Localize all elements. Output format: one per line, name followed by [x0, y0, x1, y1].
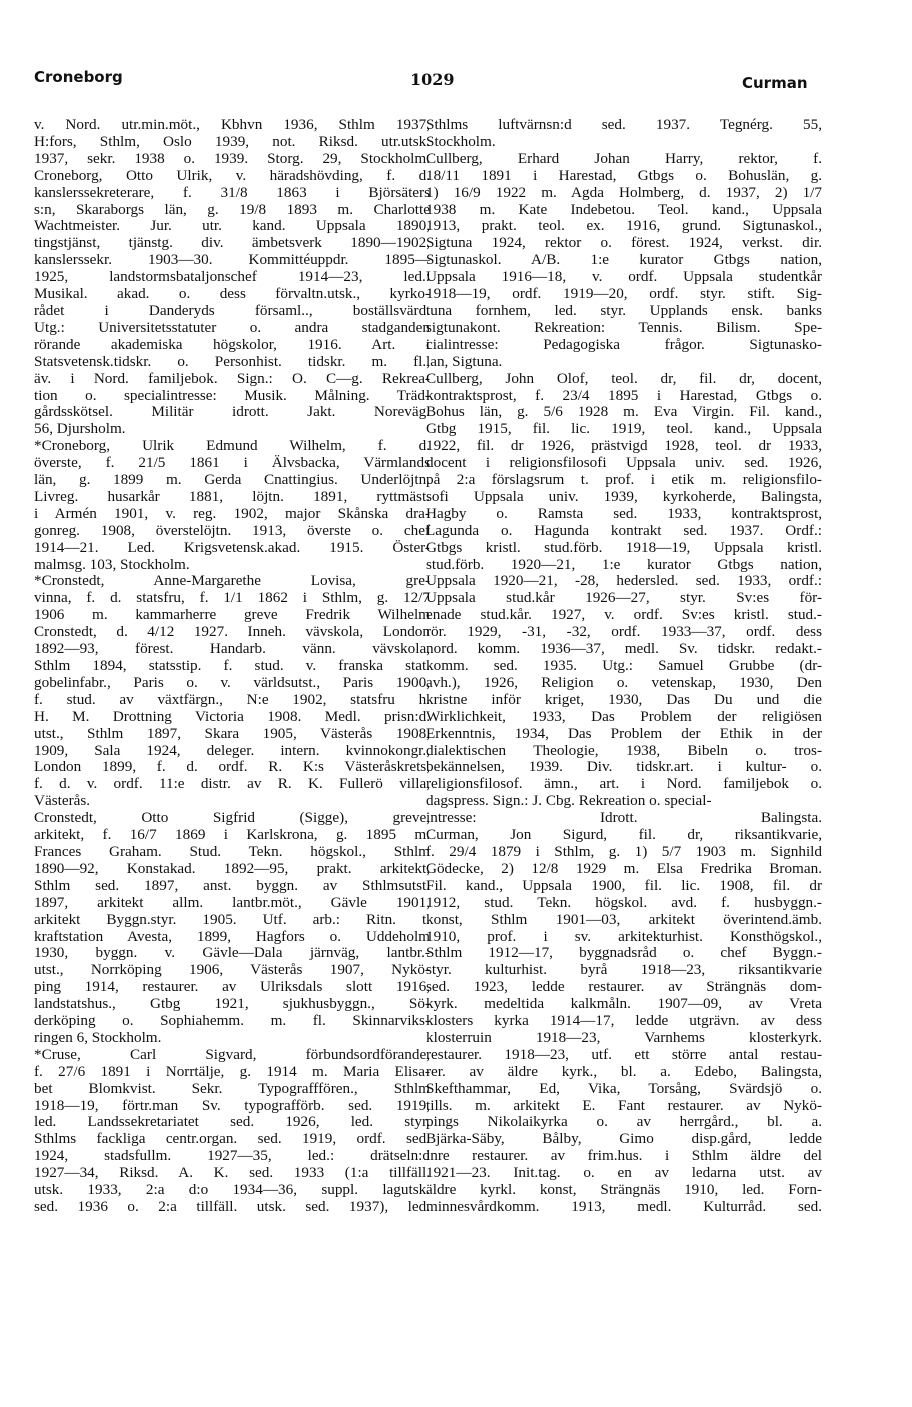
text-line: 1938 m. Kate Indebetou. Teol. kand., Uppsala	[426, 201, 822, 218]
text-line: Sthlms fackliga centr.organ. sed. 1919, ordf. sed.	[34, 1131, 430, 1148]
running-head-right: Curman	[742, 74, 808, 92]
text-line: tingstjänst, tjänstg. div. ämbetsverk 1890—1902,	[34, 235, 430, 252]
text-line: enade stud.kår. 1927, v. ordf. Sv:es kristl. stud.-	[426, 607, 822, 624]
text-line: utsk. 1933, 2:a d:o 1934—36, suppl. lagutsk.	[34, 1182, 430, 1199]
text-line: 1910, prof. i sv. arkitekturhist. Konsthögskol.,	[426, 928, 822, 945]
text-line: 1922, fil. dr 1926, prästvigd 1928, teol. dr 1933,	[426, 438, 822, 455]
text-line: Sthlm 1912—17, byggnadsråd o. chef Byggn.-	[426, 945, 822, 962]
right-text-column	[426, 117, 822, 1216]
text-line: rörande akademiska högskolor, 1916. Art. i	[34, 336, 430, 353]
text-line: stud.förb. 1920—21, 1:e kurator Gtbgs nation,	[426, 556, 822, 573]
text-line: Lagunda o. Hagunda kontrakt sed. 1937. Ordf.:	[426, 522, 822, 539]
text-line: 1914—21. Led. Krigsvetensk.akad. 1915. Öster-	[34, 539, 430, 556]
text-line: bet Blomkvist. Sekr. Typografffören., Sthlm	[34, 1080, 430, 1097]
text-line: f. stud. av växtfärgn., N:e 1902, statsfru h.	[34, 691, 430, 708]
text-line: äv. i Nord. familjebok. Sign.: O. C—g. Rekrea-	[34, 370, 430, 387]
text-line: Uppsala 1920—21, -28, hedersled. sed. 1933, ordf.:	[426, 573, 822, 590]
text-line: Utg.: Universitetsstatuter o. andra stadganden	[34, 319, 430, 336]
text-line: Frances Graham. Stud. Tekn. högskol., Sthlm	[34, 843, 430, 860]
text-line: bekännelsen, 1939. Div. tidskr.art. i kultur- o.	[426, 759, 822, 776]
text-line: Sthlm 1894, statsstip. f. stud. v. franska stat.	[34, 658, 430, 674]
text-line: Cronstedt, d. 4/12 1927. Inneh. vävskola, London	[34, 624, 430, 641]
text-line: Musikal. akad. o. dess förvaltn.utsk., kyrko-	[34, 286, 430, 303]
text-line: Croneborg, Otto Ulrik, v. häradshövding, f. d.	[34, 167, 430, 184]
text-line: Sigtuna 1924, rektor o. förest. 1924, verkst. dir.	[426, 235, 822, 252]
text-line: dagspress. Sign.: J. Cbg. Rekreation o. special-	[426, 793, 712, 810]
text-line: 1906 m. kammarherre greve Fredrik Wilhelm	[34, 607, 430, 624]
text-line: rer. av äldre kyrk., bl. a. Edebo, Balingsta,	[426, 1063, 822, 1080]
text-line: Sthlms luftvärnsn:d sed. 1937. Tegnérg. 55,	[426, 117, 822, 133]
text-line: sigtunakont. Rekreation: Tennis. Bilism. Spe-	[426, 319, 822, 336]
text-line: f. d. v. ordf. 11:e distr. av R. K. Fullerö villa,	[34, 776, 430, 793]
text-line: överste, f. 21/5 1861 i Älvsbacka, Värmlands	[34, 455, 430, 472]
text-line: Statsvetensk.tidskr. o. Personhist. tidskr. m. fl.,	[34, 353, 430, 370]
text-line: H. M. Drottning Victoria 1908. Medl. prisn:d.	[34, 708, 430, 725]
page-number: 1029	[410, 70, 455, 89]
text-line: avh.), 1926, Religion o. vetenskap, 1930, Den	[426, 674, 822, 691]
text-line: Västerås.	[34, 793, 91, 810]
text-line: Uppsala 1916—18, v. ordf. Uppsala studentkår	[426, 269, 822, 286]
text-line: tion o. specialintresse: Musik. Målning. Träd-	[34, 387, 430, 404]
text-line: 1897, arkitekt allm. lantbr.möt., Gävle 1901,	[34, 894, 430, 911]
text-line: inre restaurer. av frim.hus. i Sthlm äldre del	[426, 1148, 822, 1165]
text-line: kontraktsprost, f. 23/4 1895 i Harestad, Gtbgs o.	[426, 387, 822, 404]
text-line: 1937, sekr. 1938 o. 1939. Storg. 29, Stockholm.	[34, 150, 430, 167]
text-line: Skefthammar, Ed, Vika, Torsång, Svärdsjö o.	[426, 1080, 822, 1097]
text-line: 1927—34, Riksd. A. K. sed. 1933 (1:a tillfäll.	[34, 1165, 430, 1182]
text-line: gobelinfabr., Paris o. v. världsutst., Paris 1900,	[34, 674, 430, 691]
text-line: Hagby o. Ramsta sed. 1933, kontraktsprost,	[426, 505, 822, 522]
text-line: led. Landssekretariatet sed. 1926, led. styr.	[34, 1114, 430, 1131]
text-line: 1913, prakt. teol. ex. 1916, grund. Sigtunaskol.,	[426, 218, 822, 235]
text-line: nord. komm. 1936—37, medl. Sv. tidskr. redakt.-	[426, 641, 822, 658]
text-line: landstatshus., Gtbg 1921, sjukhusbyggn., Sö-	[34, 996, 430, 1013]
text-line: Fil. kand., Uppsala 1900, fil. lic. 1908, fil. dr	[426, 877, 822, 894]
text-line: Stockholm.	[426, 133, 496, 150]
text-line: arkitekt, f. 16/7 1869 i Karlskrona, g. 1895 m.	[34, 827, 430, 844]
text-line: Curman, Jon Sigurd, fil. dr, riksantikvarie,	[426, 827, 822, 844]
text-line: Erkenntnis, 1934, Das Problem der Ethik in der	[426, 725, 822, 742]
text-line: utst., Norrköping 1906, Västerås 1907, Nykö-	[34, 962, 430, 979]
text-line: arkitekt Byggn.styr. 1905. Utf. arb.: Ritn. t.	[34, 911, 430, 928]
text-line: klosters kyrka 1914—17, ledde utgrävn. av dess	[426, 1013, 822, 1030]
text-line: *Cruse, Carl Sigvard, förbundsordförande,	[34, 1046, 430, 1063]
text-line: 1918—19, ordf. 1919—20, ordf. styr. stift. Sig-	[426, 286, 822, 303]
text-line: äldre kyrkl. konst, Strängnäs 1910, led. Forn-	[426, 1182, 822, 1199]
text-line: kanslerssekr. 1903—30. Kommittéuppdr. 1895—	[34, 252, 430, 269]
text-line: 56, Djursholm.	[34, 421, 126, 438]
text-line: cialintresse: Pedagogiska frågor. Sigtunasko-	[426, 336, 822, 353]
text-line: religionsfilosof. ämn., art. i Nord. familjebok o.	[426, 776, 822, 793]
text-line: Cronstedt, Otto Sigfrid (Sigge), greve,	[34, 810, 430, 827]
text-line: Gtbg 1915, fil. lic. 1919, teol. kand., Uppsala	[426, 421, 822, 438]
text-line: Wirklichkeit, 1933, Das Problem der religiösen	[426, 708, 822, 725]
text-line: tills. m. arkitekt E. Fant restaurer. av Nykö-	[426, 1097, 822, 1114]
text-line: 1) 16/9 1922 m. Agda Holmberg, d. 1937, 2) 1/7	[426, 184, 822, 201]
text-line: derköping o. Sophiahemm. m. fl. Skinnarviks-	[34, 1013, 430, 1030]
text-line: tuna fornhem, led. styr. Upplands ensk. banks	[426, 302, 822, 319]
text-line: Wachtmeister. Jur. utr. kand. Uppsala 1890,	[34, 218, 430, 235]
text-line: kristne inför kriget, 1930, Das Du und die	[426, 691, 822, 708]
text-line: kyrk. medeltida kalkmåln. 1907—09, av Vreta	[426, 996, 822, 1013]
text-line: ping 1914, restaurer. av Ulriksdals slott 1916,	[34, 979, 430, 996]
text-line: kanslerssekreterare, f. 31/8 1863 i Björsäters	[34, 184, 430, 201]
text-line: sed. 1936 o. 2:a tillfäll. utsk. sed. 1937), led.	[34, 1199, 430, 1215]
text-line: docent i religionsfilosofi Uppsala univ. sed. 1926,	[426, 455, 822, 472]
text-line: gårdsskötsel. Militär idrott. Jakt. Noreväg.	[34, 404, 430, 421]
text-line: utst., Sthlm 1897, Skara 1905, Västerås 1908,	[34, 725, 430, 742]
text-line: 1925, landstormsbataljonschef 1914—23, led.:	[34, 269, 430, 286]
text-line: minnesvårdkomm. 1913, medl. Kulturråd. sed.	[426, 1199, 822, 1215]
text-line: 1918—19, förtr.man Sv. typografförb. sed. 1919,	[34, 1097, 430, 1114]
text-line: intresse: Idrott. Balingsta.	[426, 810, 822, 827]
text-line: 1930, byggn. v. Gävle—Dala järnväg, lantbr.-	[34, 945, 430, 962]
text-line: Sigtunaskol. A/B. 1:e kurator Gtbgs nation,	[426, 252, 822, 269]
text-line: Bjärka-Säby, Bålby, Gimo disp.gård, ledde	[426, 1131, 822, 1148]
text-line: 1890—92, Konstakad. 1892—95, prakt. arkitekt,	[34, 860, 430, 877]
text-line: klosterruin 1918—23, Varnhems klosterkyrk.	[426, 1029, 822, 1046]
text-line: v. Nord. utr.min.möt., Kbhvn 1936, Sthlm 1937,	[34, 117, 430, 133]
text-line: sed. 1923, ledde restaurer. av Strängnäs dom-	[426, 979, 822, 996]
text-line: lan, Sigtuna.	[426, 353, 503, 370]
left-text-column	[34, 117, 430, 1216]
text-line: s:n, Skaraborgs län, g. 19/8 1893 m. Charlotte	[34, 201, 430, 218]
text-line: konst, Sthlm 1901—03, arkitekt överintend.ämb.	[426, 911, 822, 928]
text-line: vinna, f. d. statsfru, f. 1/1 1862 i Sthlm, g. 12/7	[34, 590, 430, 607]
text-line: *Croneborg, Ulrik Edmund Wilhelm, f. d.	[34, 438, 430, 455]
text-line: 1892—93, förest. Handarb. vänn. vävskola,	[34, 641, 430, 658]
text-line: London 1899, f. d. ordf. R. K:s Västeråskrets,	[34, 759, 430, 776]
text-line: län, g. 1899 m. Gerda Cnattingius. Underlöjtn.	[34, 472, 430, 489]
text-line: Cullberg, Erhard Johan Harry, rektor, f.	[426, 150, 822, 167]
text-line: H:fors, Sthlm, Oslo 1939, not. Riksd. utr.utsk.	[34, 133, 430, 150]
text-line: i Armén 1901, v. reg. 1902, major Skånska dra-	[34, 505, 430, 522]
text-line: styr. kulturhist. byrå 1918—23, riksantikvarie	[426, 962, 822, 979]
text-line: Gtbgs kristl. stud.förb. 1918—19, Uppsala kristl.	[426, 539, 822, 556]
text-line: rör. 1929, -31, -32, ordf. 1933—37, ordf. dess	[426, 624, 822, 641]
text-line: pings Nikolaikyrka o. av herrgård., bl. a.	[426, 1114, 822, 1131]
text-line: f. 27/6 1891 i Norrtälje, g. 1914 m. Maria Elisa-	[34, 1063, 430, 1080]
text-line: f. 29/4 1879 i Sthlm, g. 1) 5/7 1903 m. Signhild	[426, 843, 822, 860]
text-line: dialektischen Theologie, 1938, Bibeln o. tros-	[426, 742, 822, 759]
text-line: malmsg. 103, Stockholm.	[34, 556, 190, 573]
text-line: Livreg. husarkår 1881, löjtn. 1891, ryttmäst.	[34, 488, 430, 505]
text-line: Cullberg, John Olof, teol. dr, fil. dr, docent,	[426, 370, 822, 387]
text-line: *Cronstedt, Anne-Margarethe Lovisa, gre-	[34, 573, 430, 590]
text-line: Sthlm sed. 1897, anst. byggn. av Sthlmsutst.	[34, 877, 430, 894]
text-line: 1924, stadsfullm. 1927—35, led.: drätseln:d	[34, 1148, 430, 1165]
text-line: kraftstation Avesta, 1899, Hagfors o. Uddeholm	[34, 928, 430, 945]
text-line: gonreg. 1908, överstelöjtn. 1913, överste o. chef	[34, 522, 430, 539]
text-line: komm. sed. 1935. Utg.: Samuel Grubbe (dr-	[426, 658, 822, 674]
text-line: sofi Uppsala univ. 1939, kyrkoherde, Balingsta,	[426, 488, 822, 505]
text-line: Gödecke, 2) 12/8 1929 m. Elsa Fredrika Broman.	[426, 860, 822, 877]
running-head-left: Croneborg	[34, 68, 123, 86]
text-line: 1921—23. Init.tag. o. en av ledarna utst. av	[426, 1165, 822, 1182]
text-line: rådet i Danderyds församl.., boställsvärd.	[34, 302, 430, 319]
text-line: restaurer. 1918—23, utf. ett större antal restau-	[426, 1046, 822, 1063]
text-line: ringen 6, Stockholm.	[34, 1029, 162, 1046]
text-line: 18/11 1891 i Harestad, Gtbgs o. Bohuslän, g.	[426, 167, 822, 184]
text-line: 1909, Sala 1924, deleger. intern. kvinnokongr.,	[34, 742, 430, 759]
text-line: på 2:a förslagsrum t. prof. i etik m. religionsfilo-	[426, 472, 822, 489]
text-line: Uppsala stud.kår 1926—27, styr. Sv:es för-	[426, 590, 822, 607]
text-line: Bohus län, g. 5/6 1928 m. Eva Virgin. Fil. kand.,	[426, 404, 822, 421]
text-line: 1912, stud. Tekn. högskol. avd. f. husbyggn.-	[426, 894, 822, 911]
